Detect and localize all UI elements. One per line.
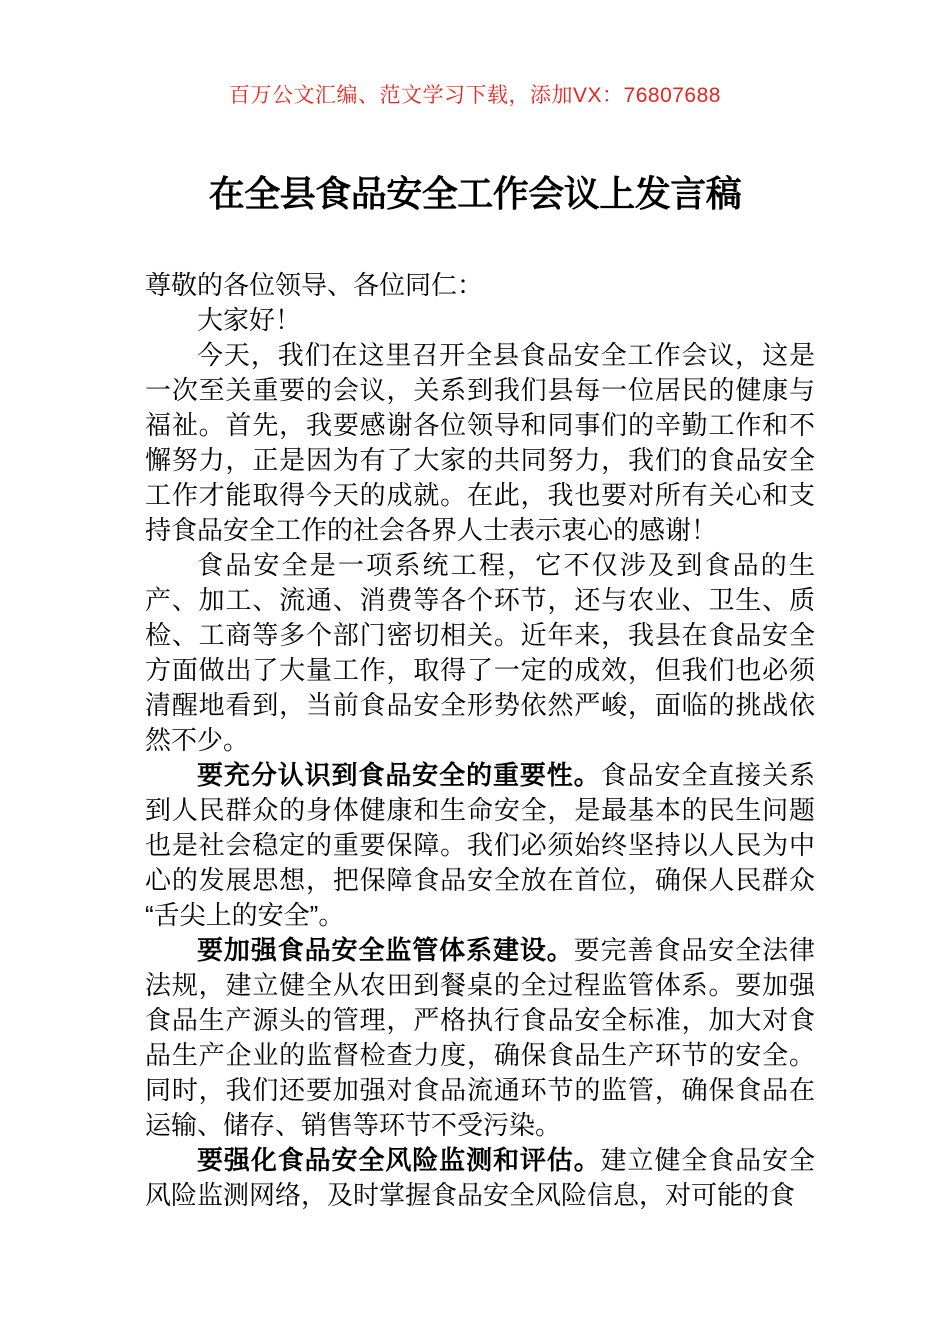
paragraph-text: 今天，我们在这里召开全县食品安全工作会议，这是一次至关重要的会议，关系到我们县每一位居民的健康与福祉。首先，我要感谢各位领导和同事们的辛勤工作和不懈努力，正是因为有了大家的共同努力，我们的食品安全工作才能取得今天的成就。在此，我也要对所有关心和支持食品安全工作的社会各界人士表示衷心的感谢！: [145, 340, 815, 545]
body-paragraph: [145, 548, 815, 758]
body-paragraph: [145, 933, 815, 1143]
paragraph-lead-text: 要充分认识到食品安全的重要性。: [197, 760, 601, 790]
salutation-text: 尊敬的各位领导、各位同仁：: [145, 270, 484, 300]
paragraph-text: 食品安全是一项系统工程，它不仅涉及到食品的生产、加工、流通、消费等各个环节，还与农业、卫生、质检、工商等多个部门密切相关。近年来，我县在食品安全方面做出了大量工作，取得了一定的成效，但我们也必须清醒地看到，当前食品安全形势依然严峻，面临的挑战依然不少。: [145, 550, 815, 755]
greeting-text: 大家好！: [197, 305, 302, 335]
body-paragraph: [145, 1143, 815, 1213]
body-paragraph: [145, 338, 815, 548]
paragraph-text: 要完善食品安全法律法规，建立健全从农田到餐桌的全过程监管体系。要加强食品生产源头的管理，严格执行食品安全标准，加大对食品生产企业的监督检查力度，确保食品生产环节的安全。同时，我们还要加强对食品流通环节的监管，确保食品在运输、储存、销售等环节不受污染。: [145, 935, 815, 1140]
greeting-paragraph: [145, 303, 815, 338]
paragraph-lead-text: 要加强食品安全监管体系建设。: [197, 935, 574, 965]
document-body: [145, 268, 815, 1213]
paragraph-text: 建立健全食品安全风险监测网络，及时掌握食品安全风险信息，对可能的食: [145, 1145, 815, 1210]
paragraph-lead-text: 要强化食品安全风险监测和评估。: [197, 1145, 601, 1175]
document-title: 在全县食品安全工作会议上发言稿: [208, 173, 742, 214]
body-paragraph: [145, 758, 815, 933]
salutation-paragraph: [145, 268, 815, 303]
promo-banner: 百万公文汇编、范文学习下载，添加VX：76807688: [229, 84, 721, 107]
paragraph-text: 食品安全直接关系到人民群众的身体健康和生命安全，是最基本的民生问题也是社会稳定的重要保障。我们必须始终坚持以人民为中心的发展思想，把保障食品安全放在首位，确保人民群众“舌尖上的安全”。: [145, 760, 815, 930]
